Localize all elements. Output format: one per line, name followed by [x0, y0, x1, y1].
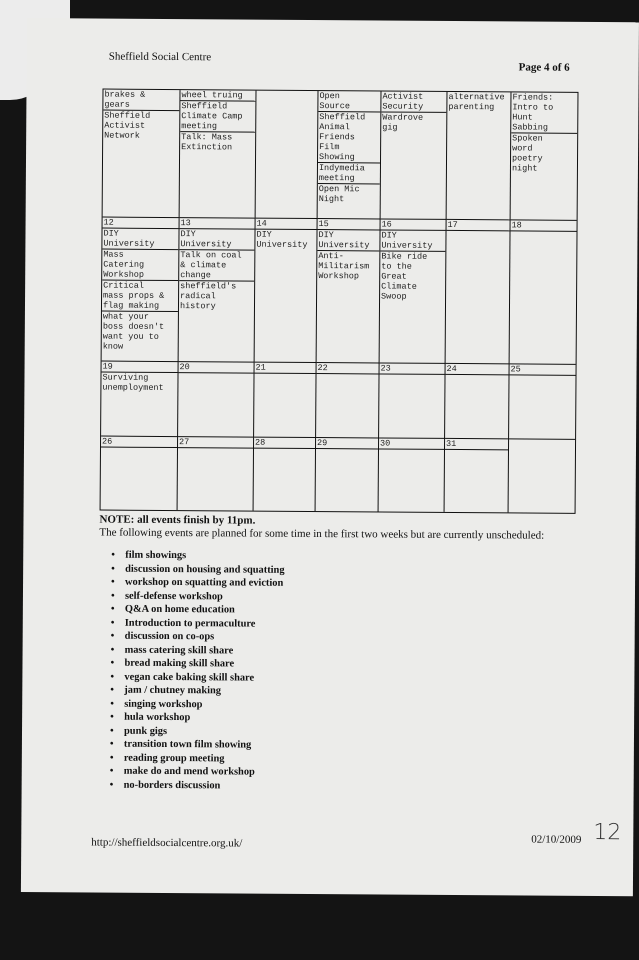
calendar-event: DIY University [380, 230, 445, 251]
day-number: 25 [510, 364, 576, 375]
calendar-cell [381, 91, 448, 219]
calendar-event: sheffield's radical history [179, 281, 237, 312]
calendar-event: Talk on coal & climate change [179, 250, 254, 282]
day-number: 28 [254, 438, 315, 449]
calendar-event: wheel truing [180, 90, 255, 102]
calendar-event: Activist Security [381, 91, 446, 112]
calendar-cell [509, 364, 576, 439]
calendar-cell [179, 218, 256, 363]
day-number: 14 [256, 219, 317, 230]
note-text: NOTE: all events finish by 11pm. [99, 513, 256, 527]
calendar-event: alternative parenting [448, 91, 505, 113]
list-item: • vegan cake baking skill share [124, 670, 283, 685]
list-item: • discussion on co-ops [125, 630, 284, 645]
calendar-event: Critical mass props & flag making [102, 281, 178, 313]
calendar-cell [510, 220, 577, 364]
list-item: • no-borders discussion [124, 778, 283, 793]
calendar-event: DIY University [179, 229, 254, 251]
calendar-event: Anti- Militarism Workshop [318, 251, 370, 282]
calendar-cell [379, 438, 446, 511]
page-number: Page 4 of 6 [518, 61, 570, 74]
calendar-event: Mass Catering Workshop [102, 250, 178, 282]
unscheduled-list [106, 549, 285, 793]
calendar-cell [255, 219, 318, 363]
list-item: • discussion on housing and squatting [125, 562, 284, 577]
day-number: 20 [179, 362, 254, 374]
calendar-event: what your boss doesn't want you to know [102, 311, 165, 352]
calendar-cell [317, 219, 381, 363]
calendar-event: Bike ride to the Great Climate Swoop [381, 251, 428, 302]
calendar-cell [316, 363, 380, 438]
footer-date: 02/10/2009 [531, 833, 582, 846]
list-item: • transition town film showing [124, 738, 283, 753]
calendar-cell [178, 437, 255, 511]
day-number: 15 [318, 219, 380, 230]
list-item: • self-defense workshop [125, 589, 284, 604]
calendar-event: Friends: Intro to Hunt Sabbing [511, 92, 577, 133]
calendar-event: Indymedia meeting [318, 163, 380, 184]
calendar-cell [103, 90, 181, 219]
calendar-cell [379, 363, 446, 438]
list-item: • Introduction to permaculture [125, 616, 284, 631]
org-header: Sheffield Social Centre [108, 50, 212, 64]
day-number: 16 [381, 219, 446, 230]
list-item: • singing workshop [124, 697, 283, 712]
calendar-cell [447, 92, 512, 220]
calendar-event: Sheffield Animal Friends Film Showing [318, 112, 380, 163]
day-number: 21 [255, 363, 316, 374]
calendar-cell [102, 218, 180, 363]
calendar-event: Talk: Mass Extinction [181, 132, 233, 153]
day-number: 30 [379, 438, 444, 449]
calendar-cell [254, 363, 317, 438]
calendar-event: Spoken word poetry night [511, 133, 543, 174]
list-item: • film showings [125, 549, 284, 564]
footer-url[interactable]: http://sheffieldsocialcentre.org.uk/ [91, 836, 243, 850]
list-item: • punk gigs [124, 724, 283, 739]
list-item: • mass catering skill share [125, 643, 284, 658]
day-number: 26 [101, 437, 177, 449]
calendar-cell [380, 219, 447, 363]
calendar-event: DIY University [256, 229, 308, 250]
calendar-cell [101, 437, 179, 511]
day-number: 18 [511, 220, 577, 231]
calendar-cell [256, 91, 319, 219]
calendar-event: Wardrove gig [382, 112, 424, 133]
day-number: 22 [317, 363, 379, 374]
list-item: • reading group meeting [124, 751, 283, 766]
calendar-event: Sheffield Activist Network [104, 110, 151, 141]
calendar-cell [445, 439, 510, 512]
day-number: 27 [178, 437, 253, 449]
calendar-grid [100, 89, 579, 514]
day-number: 23 [380, 363, 445, 374]
list-item: • bread making skill share [124, 657, 283, 672]
calendar-cell [178, 362, 255, 438]
calendar-cell [318, 91, 382, 219]
day-number: 31 [445, 439, 508, 450]
calendar-cell [316, 438, 380, 511]
list-item: • workshop on squatting and eviction [125, 576, 284, 591]
calendar-event: Surviving unemployment [102, 372, 164, 393]
calendar-event: Open Mic Night [318, 184, 360, 205]
calendar-event: Sheffield Climate Camp meeting [180, 101, 255, 133]
day-number: 13 [180, 218, 255, 230]
document-page [21, 18, 639, 896]
calendar-event: DIY University [317, 230, 379, 251]
unscheduled-intro: The following events are planned for some time in the first two weeks but are currently unscheduled: [99, 526, 545, 542]
day-number: 12 [103, 218, 179, 230]
list-item: • hula workshop [124, 711, 283, 726]
calendar-event: DIY University [102, 229, 178, 251]
calendar-cell [509, 439, 576, 512]
day-number: 17 [447, 220, 510, 231]
calendar-event: Open Source [318, 91, 380, 112]
list-item: • Q&A on home education [125, 603, 284, 618]
list-item: • jam / chutney making [124, 684, 283, 699]
list-item: • make do and mend workshop [124, 765, 283, 780]
day-number: 29 [316, 438, 378, 449]
calendar-event: brakes & gears [103, 90, 179, 112]
day-number: 19 [102, 362, 178, 374]
calendar-cell [101, 362, 179, 438]
handwritten-number: 12 [593, 819, 622, 846]
calendar-cell [254, 438, 317, 511]
calendar-cell [446, 220, 511, 364]
calendar-cell [511, 92, 578, 220]
calendar-cell [445, 364, 510, 439]
calendar-cell [180, 90, 257, 219]
day-number: 24 [446, 364, 509, 375]
